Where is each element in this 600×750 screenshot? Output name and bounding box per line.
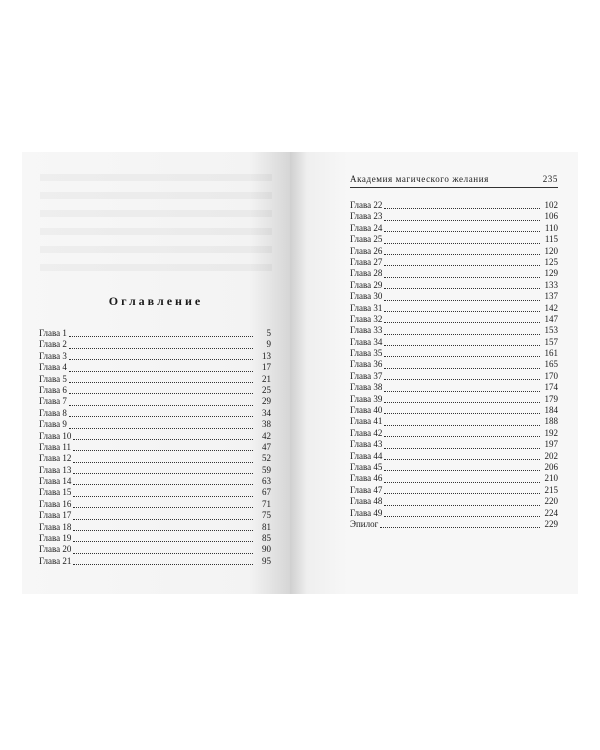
toc-entry-label: Глава 13 — [39, 464, 72, 475]
dot-leader — [73, 530, 253, 531]
toc-entry-label: Глава 45 — [350, 461, 383, 472]
toc-entry — [350, 257, 558, 268]
toc-entry-page: 81 — [262, 521, 271, 532]
toc-entry-label: Глава 19 — [39, 533, 72, 544]
toc-entry-page: 133 — [544, 279, 558, 290]
toc-entry — [39, 431, 271, 442]
dot-leader — [384, 425, 540, 426]
toc-entry — [39, 487, 271, 498]
dot-leader — [384, 243, 540, 244]
toc-entry-page: 197 — [544, 439, 558, 450]
toc-entry-label: Глава 15 — [39, 487, 72, 498]
toc-entry-label: Глава 7 — [39, 396, 67, 407]
toc-entry-label: Глава 41 — [350, 416, 383, 427]
toc-entry-label: Глава 48 — [350, 496, 383, 507]
toc-entry — [39, 522, 271, 533]
toc-entry — [350, 314, 558, 325]
toc-entry-label: Эпилог — [350, 518, 379, 529]
toc-entry-label: Глава 32 — [350, 313, 383, 324]
toc-entry-label: Глава 46 — [350, 473, 383, 484]
toc-entry-page: 52 — [262, 453, 271, 464]
book-spread — [22, 152, 578, 594]
show-through-text — [40, 174, 272, 181]
toc-entry-page: 229 — [544, 518, 558, 529]
toc-entry-page: 184 — [544, 405, 558, 416]
toc-entry — [350, 473, 558, 484]
dot-leader — [384, 493, 540, 494]
toc-entry-page: 5 — [266, 327, 271, 338]
dot-leader — [73, 439, 253, 440]
toc-entry-page: 29 — [262, 396, 271, 407]
toc-entry — [350, 405, 558, 416]
book-title-header: Академия магического желания — [350, 174, 489, 184]
toc-entry-page: 59 — [262, 464, 271, 475]
toc-entry-label: Глава 37 — [350, 370, 383, 381]
toc-entry — [350, 416, 558, 427]
show-through-text — [40, 228, 272, 235]
running-header — [350, 174, 558, 184]
toc-entry-label: Глава 29 — [350, 279, 383, 290]
dot-leader — [384, 265, 540, 266]
toc-entry-label: Глава 5 — [39, 373, 67, 384]
toc-entry-label: Глава 16 — [39, 498, 72, 509]
dot-leader — [384, 391, 540, 392]
toc-entry-label: Глава 11 — [39, 441, 72, 452]
toc-entry — [350, 337, 558, 348]
toc-entry-page: 90 — [262, 544, 271, 555]
toc-entry-label: Глава 28 — [350, 268, 383, 279]
toc-entry-page: 9 — [266, 339, 271, 350]
toc-entry — [350, 382, 558, 393]
toc-entry — [39, 408, 271, 419]
toc-entry-label: Глава 25 — [350, 234, 383, 245]
toc-entry-label: Глава 21 — [39, 555, 72, 566]
toc-entry — [39, 556, 271, 567]
toc-entry — [350, 325, 558, 336]
toc-entry-page: 38 — [262, 419, 271, 430]
toc-entry-label: Глава 20 — [39, 544, 72, 555]
page-number: 235 — [542, 174, 558, 184]
toc-entry — [39, 465, 271, 476]
toc-entry-label: Глава 8 — [39, 407, 67, 418]
toc-entry — [39, 374, 271, 385]
dot-leader — [73, 507, 253, 508]
toc-entry — [39, 339, 271, 350]
toc-entry-label: Глава 24 — [350, 222, 383, 233]
dot-leader — [384, 402, 540, 403]
toc-entry-page: 115 — [544, 234, 558, 245]
toc-entry — [350, 234, 558, 245]
dot-leader — [384, 334, 540, 335]
toc-entry — [350, 291, 558, 302]
toc-entry-page: 220 — [544, 496, 558, 507]
toc-entry — [350, 303, 558, 314]
toc-entry — [350, 428, 558, 439]
dot-leader — [73, 519, 253, 520]
toc-entry-page: 67 — [262, 487, 271, 498]
toc-entry — [350, 496, 558, 507]
toc-entry-label: Глава 6 — [39, 384, 67, 395]
toc-entry-page: 106 — [544, 211, 558, 222]
dot-leader — [73, 462, 253, 463]
toc-entry-label: Глава 43 — [350, 439, 383, 450]
dot-leader — [69, 336, 253, 337]
toc-entry — [39, 533, 271, 544]
dot-leader — [384, 220, 540, 221]
toc-entry-label: Глава 12 — [39, 453, 72, 464]
toc-entry-page: 63 — [262, 476, 271, 487]
toc-entry-label: Глава 30 — [350, 291, 383, 302]
toc-entry-label: Глава 34 — [350, 336, 383, 347]
toc-entry-page: 202 — [544, 450, 558, 461]
toc-entry-page: 161 — [544, 348, 558, 359]
toc-entry — [39, 351, 271, 362]
toc-entry-page: 129 — [544, 268, 558, 279]
toc-entry-page: 165 — [544, 359, 558, 370]
dot-leader — [73, 484, 253, 485]
toc-entry-page: 17 — [262, 362, 271, 373]
dot-leader — [384, 459, 540, 460]
toc-entry-page: 137 — [544, 291, 558, 302]
toc-entry — [350, 200, 558, 211]
toc-entry-page: 206 — [544, 461, 558, 472]
toc-entry — [350, 485, 558, 496]
dot-leader — [384, 311, 540, 312]
toc-entry-page: 125 — [544, 256, 558, 267]
dot-leader — [384, 356, 540, 357]
toc-entry-page: 110 — [544, 222, 558, 233]
toc-entry-label: Глава 35 — [350, 348, 383, 359]
dot-leader — [69, 348, 253, 349]
toc-entry-page: 95 — [262, 555, 271, 566]
toc-entry-label: Глава 31 — [350, 302, 383, 313]
dot-leader — [73, 541, 253, 542]
toc-entry — [39, 396, 271, 407]
toc-entry-page: 170 — [544, 370, 558, 381]
dot-leader — [384, 231, 540, 232]
toc-title: Оглавление — [108, 294, 204, 308]
toc-entry-label: Глава 49 — [350, 507, 383, 518]
toc-entry-page: 192 — [544, 427, 558, 438]
toc-entry — [39, 544, 271, 555]
dot-leader — [384, 277, 540, 278]
show-through-text — [40, 246, 272, 253]
left-page — [22, 152, 290, 594]
dot-leader — [73, 553, 253, 554]
toc-entry-label: Глава 1 — [39, 327, 67, 338]
toc-entry — [39, 510, 271, 521]
toc-entry-label: Глава 26 — [350, 245, 383, 256]
dot-leader — [384, 300, 540, 301]
show-through-text — [40, 192, 272, 199]
toc-entry — [39, 476, 271, 487]
dot-leader — [384, 470, 540, 471]
toc-entry-page: 42 — [262, 430, 271, 441]
toc-entry-page: 142 — [544, 302, 558, 313]
toc-entry-page: 102 — [544, 199, 558, 210]
dot-leader — [380, 527, 540, 528]
toc-entry — [350, 348, 558, 359]
toc-entry — [39, 453, 271, 464]
toc-entry — [350, 268, 558, 279]
toc-entry-page: 25 — [262, 384, 271, 395]
toc-entry — [350, 439, 558, 450]
dot-leader — [69, 416, 253, 417]
show-through-text — [40, 264, 272, 271]
dot-leader — [73, 496, 253, 497]
dot-leader — [384, 379, 540, 380]
toc-entry — [350, 280, 558, 291]
toc-entry-page: 47 — [262, 441, 271, 452]
toc-entry-label: Глава 18 — [39, 521, 72, 532]
dot-leader — [69, 359, 253, 360]
toc-entry-page: 75 — [262, 510, 271, 521]
toc-entry — [39, 499, 271, 510]
dot-leader — [69, 382, 253, 383]
toc-list-left — [39, 328, 271, 567]
dot-leader — [384, 516, 540, 517]
toc-entry-page: 188 — [544, 416, 558, 427]
toc-entry-page: 21 — [262, 373, 271, 384]
toc-entry — [350, 246, 558, 257]
toc-entry-page: 179 — [544, 393, 558, 404]
toc-entry-label: Глава 10 — [39, 430, 72, 441]
toc-entry-page: 215 — [544, 484, 558, 495]
toc-entry-label: Глава 17 — [39, 510, 72, 521]
toc-entry-page: 13 — [262, 350, 271, 361]
dot-leader — [384, 208, 540, 209]
toc-entry-label: Глава 40 — [350, 405, 383, 416]
toc-entry-label: Глава 9 — [39, 419, 67, 430]
dot-leader — [73, 450, 253, 451]
toc-entry-label: Глава 14 — [39, 476, 72, 487]
toc-entry — [39, 362, 271, 373]
toc-entry-label: Глава 44 — [350, 450, 383, 461]
toc-entry-label: Глава 39 — [350, 393, 383, 404]
dot-leader — [73, 473, 253, 474]
toc-entry-label: Глава 33 — [350, 325, 383, 336]
dot-leader — [69, 428, 253, 429]
toc-entry-page: 153 — [544, 325, 558, 336]
dot-leader — [384, 254, 540, 255]
dot-leader — [384, 368, 540, 369]
toc-entry-label: Глава 27 — [350, 256, 383, 267]
toc-entry — [39, 328, 271, 339]
toc-entry-page: 34 — [262, 407, 271, 418]
toc-entry-label: Глава 42 — [350, 427, 383, 438]
toc-entry — [350, 519, 558, 530]
dot-leader — [384, 448, 540, 449]
dot-leader — [73, 564, 253, 565]
toc-entry-label: Глава 36 — [350, 359, 383, 370]
toc-entry-page: 120 — [544, 245, 558, 256]
toc-entry — [350, 508, 558, 519]
dot-leader — [69, 405, 253, 406]
dot-leader — [384, 436, 540, 437]
toc-entry — [350, 211, 558, 222]
toc-entry-label: Глава 4 — [39, 362, 67, 373]
toc-entry-page: 210 — [544, 473, 558, 484]
toc-entry-label: Глава 2 — [39, 339, 67, 350]
toc-entry-page: 147 — [544, 313, 558, 324]
toc-entry — [39, 442, 271, 453]
dot-leader — [69, 393, 253, 394]
toc-entry-label: Глава 22 — [350, 199, 383, 210]
toc-list-right — [350, 200, 558, 530]
toc-entry-page: 224 — [544, 507, 558, 518]
right-page — [290, 152, 578, 594]
dot-leader — [69, 371, 253, 372]
toc-entry — [39, 385, 271, 396]
dot-leader — [384, 482, 540, 483]
toc-entry — [350, 462, 558, 473]
dot-leader — [384, 505, 540, 506]
toc-entry-label: Глава 3 — [39, 350, 67, 361]
show-through-text — [40, 210, 272, 217]
dot-leader — [384, 322, 540, 323]
toc-entry — [350, 223, 558, 234]
toc-entry-label: Глава 47 — [350, 484, 383, 495]
toc-entry-page: 71 — [262, 498, 271, 509]
toc-entry — [350, 371, 558, 382]
dot-leader — [384, 345, 540, 346]
toc-entry-label: Глава 23 — [350, 211, 383, 222]
dot-leader — [384, 288, 540, 289]
toc-entry — [39, 419, 271, 430]
toc-entry — [350, 359, 558, 370]
toc-entry — [350, 451, 558, 462]
dot-leader — [384, 413, 540, 414]
header-rule — [350, 187, 558, 188]
toc-entry-page: 174 — [544, 382, 558, 393]
toc-entry-page: 157 — [544, 336, 558, 347]
toc-entry — [350, 394, 558, 405]
toc-entry-label: Глава 38 — [350, 382, 383, 393]
toc-entry-page: 85 — [262, 533, 271, 544]
